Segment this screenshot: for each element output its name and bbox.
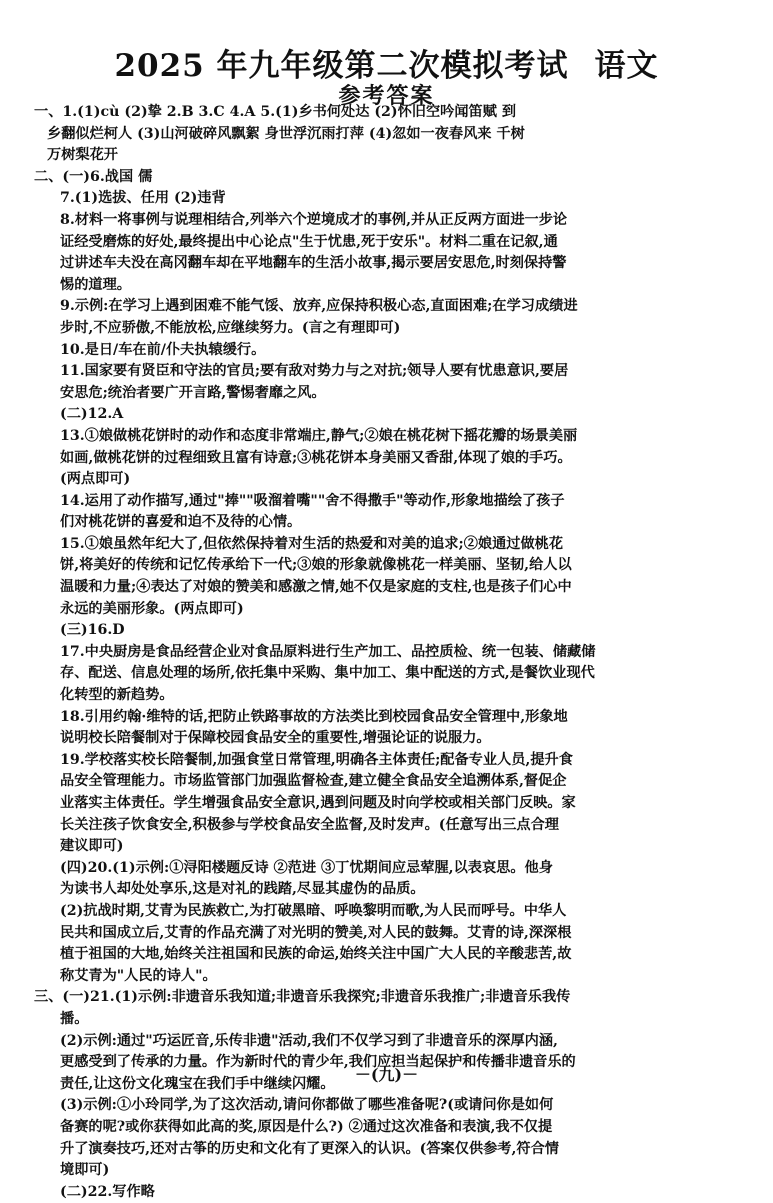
answer-line: 7.(1)选拔、任用 (2)违背	[60, 190, 226, 207]
answer-line: 乡翻似烂柯人 (3)山河破碎风飘絮 身世浮沉雨打萍 (4)忽如一夜春风来 千树	[47, 125, 525, 142]
answer-body	[34, 102, 746, 1203]
answer-line: 14.运用了动作描写,通过"捧""吸溜着嘴""舍不得撒手"等动作,形象地描绘了孩子	[60, 492, 565, 509]
answer-line: 17.中央厨房是食品经营企业对食品原料进行生产加工、品控质检、统一包装、储藏储	[60, 643, 596, 660]
answer-line: (四)20.(1)示例:①浔阳楼题反诗 ②范进 ③丁忧期间应忌荤腥,以表哀思。他身	[60, 859, 553, 876]
answer-line: 万树梨花开	[47, 147, 118, 164]
answer-line: 二、(一)6.战国 儒	[34, 168, 153, 185]
answer-line: (2)示例:通过"巧运匠音,乐传非遗"活动,我们不仅学习到了非遗音乐的深厚内涵,	[60, 1032, 558, 1049]
answer-line: 说明校长陪餐制对于保障校园食品安全的重要性,增强论证的说服力。	[60, 730, 491, 747]
answer-line: 植于祖国的大地,始终关注祖国和民族的命运,始终关注中国广大人民的辛酸悲苦,故	[60, 946, 572, 963]
answer-line: 10.是日/车在前/仆夫执辕缓行。	[60, 341, 266, 358]
answer-line: 境即可)	[60, 1162, 110, 1179]
exam-title-text: 2025 年九年级第二次模拟考试	[114, 48, 569, 84]
answer-line: 更感受到了传承的力量。作为新时代的青少年,我们应担当起保护和传播非遗音乐的	[60, 1054, 576, 1071]
answer-line: 民共和国成立后,艾青的作品充满了对光明的赞美,对人民的鼓舞。艾青的诗,深深根	[60, 924, 572, 941]
answer-key-subtitle: 参考答案	[338, 83, 435, 109]
answer-line: 11.国家要有贤臣和守法的官员;要有敌对势力与之对抗;领导人要有忧患意识,要居	[60, 363, 569, 380]
answer-line: 如画,做桃花饼的过程细致且富有诗意;③桃花饼本身美丽又香甜,体现了娘的手巧。	[60, 449, 572, 466]
answer-line: 8.材料一将事例与说理相结合,列举六个逆境成才的事例,并从正反两方面进一步论	[60, 211, 568, 228]
answer-line: 13.①娘做桃花饼时的动作和态度非常端庄,静气;②娘在桃花树下摇花瓣的场景美丽	[60, 427, 578, 444]
answer-line: 9.示例:在学习上遇到困难不能气馁、放弃,应保持积极心态,直面困难;在学习成绩进	[60, 298, 578, 315]
answer-line: 升了演奏技巧,还对古筝的历史和文化有了更深入的认识。(答案仅供参考,符合情	[60, 1140, 559, 1157]
answer-line: 责任,让这份文化瑰宝在我们手中继续闪耀。	[60, 1075, 335, 1092]
answer-line: (3)示例:①小玲同学,为了这次活动,请问你都做了哪些准备呢?(或请问你是如何	[60, 1097, 554, 1114]
answer-line: 惕的道理。	[60, 276, 131, 293]
answer-line: 化转型的新趋势。	[60, 687, 174, 704]
answer-line: 存、配送、信息处理的场所,依托集中采购、集中加工、集中配送的方式,是餐饮业现代	[60, 665, 595, 682]
subject-label: 语文	[594, 48, 659, 84]
answer-line: 饼,将美好的传统和记忆传承给下一代;③娘的形象就像桃花一样美丽、坚韧,给人以	[60, 557, 572, 574]
answer-line: 长关注孩子饮食安全,积极参与学校食品安全监督,及时发声。(任意写出三点合理	[60, 816, 559, 833]
answer-line: 播。	[60, 1010, 89, 1027]
answer-line: 们对桃花饼的喜爱和迫不及待的心情。	[60, 514, 302, 531]
answer-line: 步时,不应骄傲,不能放松,应继续努力。(言之有理即可)	[60, 319, 401, 336]
answer-line: 为读书人却处处享乐,这是对礼的践踏,尽显其虚伪的品质。	[60, 881, 425, 898]
answer-line: 备赛的呢?或你获得如此高的奖,原因是什么?) ②通过这次准备和表演,我不仅提	[60, 1118, 553, 1135]
answer-line: (2)抗战时期,艾青为民族救亡,为打破黑暗、呼唤黎明而歌,为人民而呼号。中华人	[60, 902, 567, 919]
answer-line: 一、1.(1)cù (2)挚 2.B 3.C 4.A 5.(1)乡书何处达 (2)怀旧空吟闻笛赋 到	[34, 104, 517, 120]
answer-line: (两点即可)	[60, 471, 131, 488]
answer-line: 证经受磨炼的好处,最终提出中心论点"生于忧患,死于安乐"。材料二重在记叙,通	[60, 233, 558, 250]
answer-line: 过讲述车夫没在高冈翻车却在平地翻车的生活小故事,揭示要居安思危,时刻保持警	[60, 255, 567, 272]
answer-line: (二)12.A	[60, 406, 124, 423]
answer-line: 建议即可)	[60, 838, 124, 855]
answer-line: 温暖和力量;④表达了对娘的赞美和感激之情,她不仅是家庭的支柱,也是孩子们心中	[60, 579, 572, 596]
answer-line: 18.引用约翰·维特的话,把防止铁路事故的方法类比到校园食品安全管理中,形象地	[60, 708, 568, 725]
answer-line: (三)16.D	[60, 622, 125, 639]
answer-line: 品安全管理能力。市场监管部门加强监督检查,建立健全食品安全追溯体系,督促企	[60, 773, 567, 790]
answer-line: 三、(一)21.(1)示例:非遗音乐我知道;非遗音乐我探究;非遗音乐我推广;非遗音乐我传	[34, 989, 571, 1006]
page-number: －(九)－	[354, 1065, 419, 1084]
answer-line: (二)22.写作略	[60, 1183, 155, 1200]
answer-line: 19.学校落实校长陪餐制,加强食堂日常管理,明确各主体责任;配备专业人员,提升食	[60, 751, 573, 768]
answer-line: 安思危;统治者要广开言路,警惕奢靡之风。	[60, 384, 326, 401]
answer-line: 15.①娘虽然年纪大了,但依然保持着对生活的热爱和对美的追求;②娘通过做桃花	[60, 535, 564, 552]
answer-line: 业落实主体责任。学生增强食品安全意识,遇到问题及时向学校或相关部门反映。家	[60, 795, 576, 811]
answer-line: 称艾青为"人民的诗人"。	[60, 967, 217, 984]
answer-line: 永远的美丽形象。(两点即可)	[60, 600, 244, 617]
